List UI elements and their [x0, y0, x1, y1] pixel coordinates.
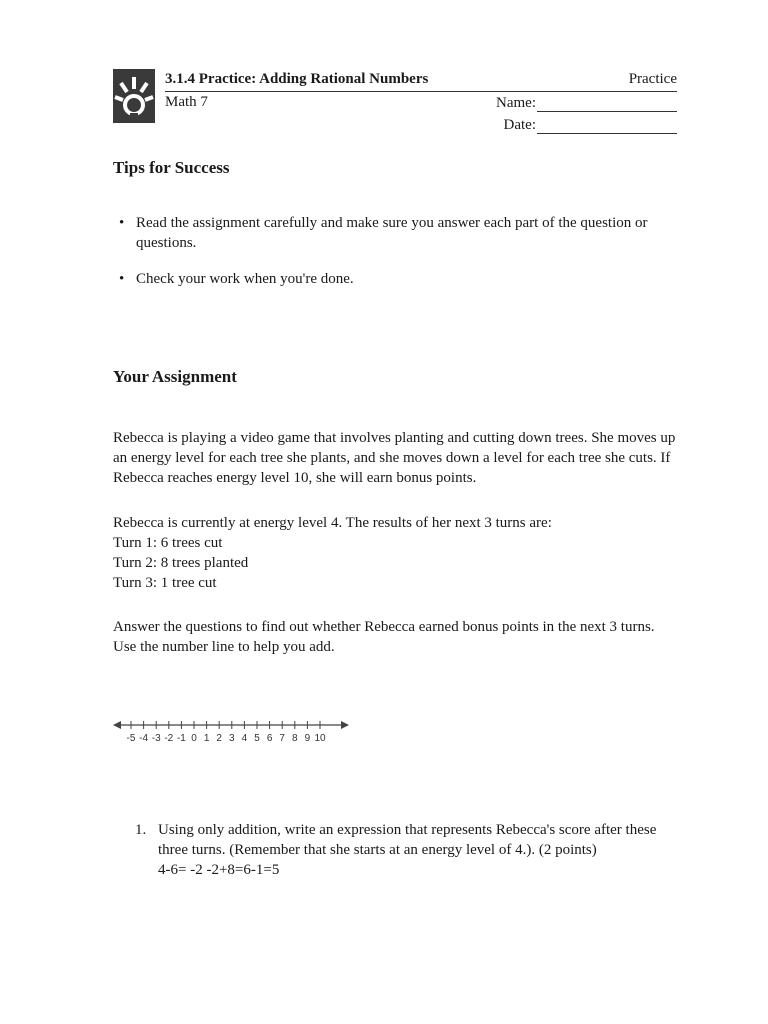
tips-list — [113, 213, 673, 305]
tip-item: • Read the assignment carefully and make sure you answer each part of the question or questions. — [119, 215, 648, 251]
turn-line: Turn 1: 6 trees cut — [113, 535, 223, 551]
turn-line: Turn 3: 1 tree cut — [113, 575, 217, 591]
number-line-label: -5 — [126, 733, 136, 744]
instructions-paragraph — [113, 617, 713, 657]
text-line: Rebecca reaches energy level 10, she will earn bonus points. — [113, 470, 477, 486]
number-line-label: -4 — [139, 733, 149, 744]
number-line-label: 4 — [241, 733, 248, 744]
document-title: 3.1.4 Practice: Adding Rational Numbers — [165, 71, 429, 87]
tip-item: • Check your work when you're done. — [119, 271, 354, 287]
bullet-icon: • — [119, 271, 125, 287]
number-line-label: -2 — [164, 733, 174, 744]
answer-text[interactable]: 4-6= -2 -2+8=6-1=5 — [158, 862, 280, 878]
assignment-heading: Your Assignment — [113, 367, 237, 386]
header-divider — [165, 91, 677, 92]
lightbulb-logo-icon — [113, 69, 155, 123]
document-type-label: Practice — [628, 71, 677, 87]
status-paragraph — [113, 513, 713, 593]
number-line-label: 8 — [292, 733, 298, 744]
intro-paragraph — [113, 428, 713, 488]
number-line-label: 10 — [314, 733, 326, 744]
question-number: 1. — [135, 822, 147, 838]
question-text-line: Using only addition, write an expression that represents Rebecca's score after these — [158, 822, 657, 838]
text-line: an energy level for each tree she plants, and she moves down a level for each tree she cuts. If — [113, 450, 671, 466]
bullet-icon: • — [119, 215, 125, 231]
name-blank-line[interactable] — [537, 96, 677, 112]
number-line-label: -3 — [151, 733, 161, 744]
question-text-line: three turns. (Remember that she starts at an energy level of 4.). (2 points) — [158, 842, 597, 858]
left-arrow-icon — [113, 721, 121, 729]
number-line — [113, 716, 353, 746]
right-arrow-icon — [341, 721, 349, 729]
question-1 — [135, 820, 695, 880]
number-line-label: 6 — [266, 733, 273, 744]
name-label: Name: — [496, 95, 536, 111]
date-blank-line[interactable] — [537, 118, 677, 134]
name-field[interactable] — [496, 95, 677, 112]
date-field[interactable] — [504, 117, 677, 134]
number-line-label: 9 — [304, 733, 311, 744]
number-line-label: 1 — [203, 733, 210, 744]
number-line-label: 7 — [279, 733, 285, 744]
subject-label: Math 7 — [165, 94, 208, 110]
text-line: Use the number line to help you add. — [113, 639, 335, 655]
text-line: Rebecca is currently at energy level 4. The results of her next 3 turns are: — [113, 515, 552, 531]
date-label: Date: — [503, 117, 536, 133]
number-line-label: 2 — [216, 733, 222, 744]
text-line: Rebecca is playing a video game that involves planting and cutting down trees. She moves up — [113, 430, 676, 446]
number-line-label: 0 — [191, 733, 197, 744]
number-line-label: 3 — [229, 733, 235, 744]
number-line-label: -1 — [176, 733, 186, 744]
text-line: Answer the questions to find out whether Rebecca earned bonus points in the next 3 turns. — [113, 619, 655, 635]
tips-heading: Tips for Success — [113, 158, 230, 177]
turn-line: Turn 2: 8 trees planted — [113, 555, 249, 571]
number-line-label: 5 — [254, 733, 260, 744]
